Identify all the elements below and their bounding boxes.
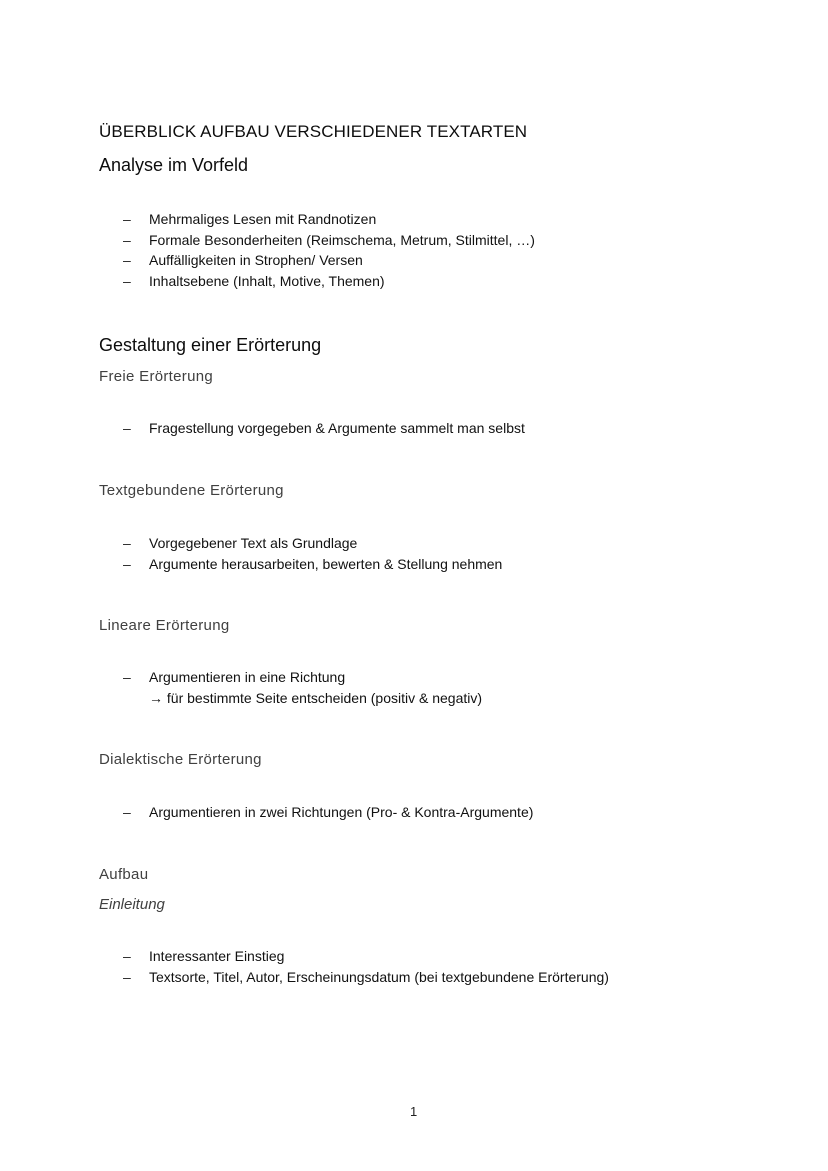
bullet-dash: –	[123, 252, 131, 268]
heading-analyse-im-vorfeld: Analyse im Vorfeld	[99, 155, 249, 175]
bullet-dash: –	[123, 535, 131, 551]
list-item-text: Textsorte, Titel, Autor, Erscheinungsdatum (bei textgebundene Erörterung)	[149, 968, 609, 985]
list-item-text: Fragestellung vorgegeben & Argumente sammelt man selbst	[149, 420, 525, 436]
bullet-dash: –	[123, 231, 131, 248]
list-item-text: Inhaltsebene (Inhalt, Motive, Themen)	[149, 272, 385, 289]
list-item-text: Argumente herausarbeiten, bewerten & Stellung nehmen	[149, 555, 503, 572]
bullet-dash: –	[123, 968, 131, 985]
subheading-dialektische-eroerterung: Dialektische Erörterung	[99, 751, 262, 768]
bullet-dash: –	[123, 804, 131, 820]
bullet-dash: –	[123, 669, 131, 685]
bullet-dash: –	[123, 272, 131, 289]
heading-gestaltung-eroerterung: Gestaltung einer Erörterung	[99, 335, 322, 355]
list-item-text: Auffälligkeiten in Strophen/ Versen	[149, 252, 363, 268]
list-item-text: Mehrmaliges Lesen mit Randnotizen	[149, 211, 377, 227]
list-item-text: Formale Besonderheiten (Reimschema, Metrum, Stilmittel, …)	[149, 231, 535, 248]
document-title: ÜBERBLICK AUFBAU VERSCHIEDENER TEXTARTEN	[99, 122, 528, 141]
list-item-continuation: → für bestimmte Seite entscheiden (positiv & negativ)	[149, 690, 483, 706]
subheading-aufbau: Aufbau	[99, 866, 149, 883]
bullet-dash: –	[123, 420, 131, 436]
subheading-textgebundene-eroerterung: Textgebundene Erörterung	[99, 482, 284, 499]
subheading-freie-eroerterung: Freie Erörterung	[99, 368, 214, 385]
bullet-dash: –	[123, 555, 131, 572]
list-item-text: Interessanter Einstieg	[149, 948, 285, 964]
subheading-lineare-eroerterung: Lineare Erörterung	[99, 617, 230, 634]
bullet-dash: –	[123, 948, 131, 964]
subheading-einleitung: Einleitung	[99, 896, 165, 913]
list-item-text: Argumentieren in eine Richtung	[149, 669, 346, 685]
list-item-text: Argumentieren in zwei Richtungen (Pro- & Kontra-Argumente)	[149, 804, 534, 820]
bullet-dash: –	[123, 211, 131, 227]
list-item-text: Vorgegebener Text als Grundlage	[149, 535, 358, 551]
page-number: 1	[410, 1104, 418, 1119]
